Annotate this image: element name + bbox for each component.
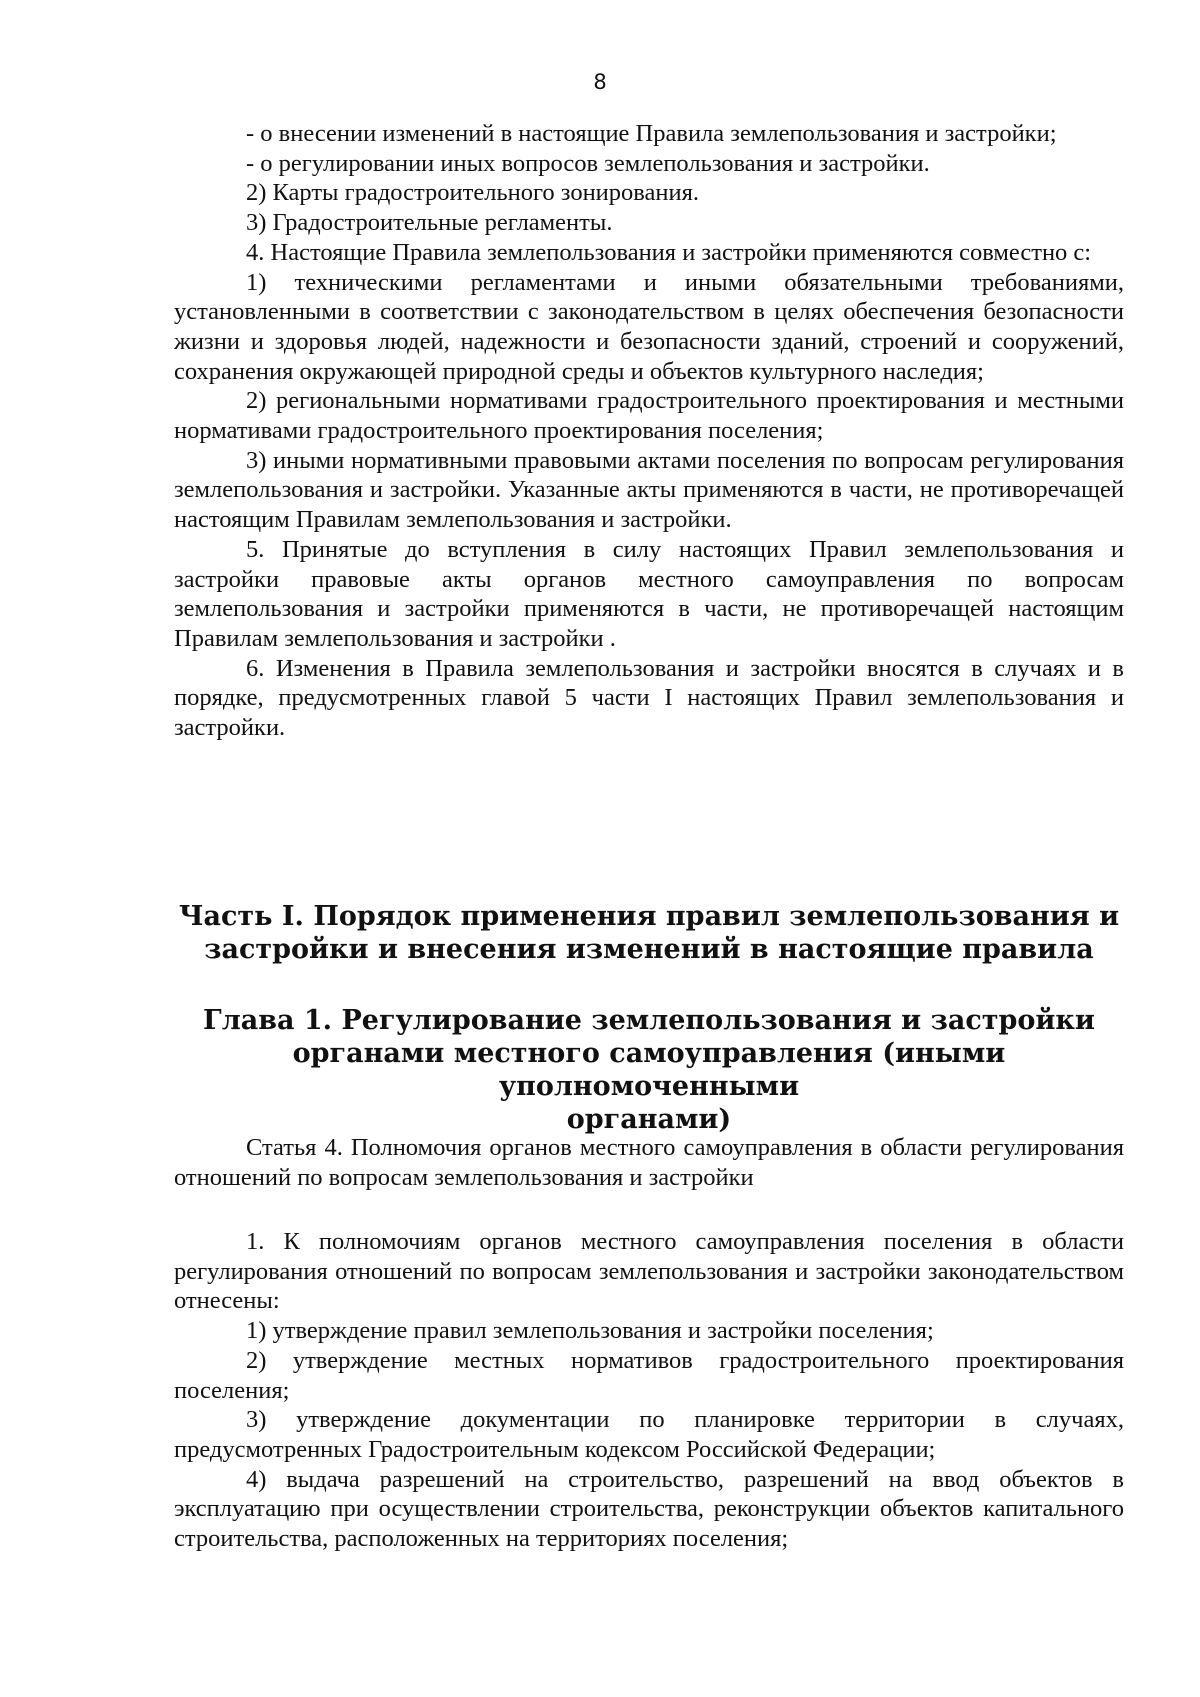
part-heading [174, 900, 1124, 966]
top-text-block [174, 119, 1124, 743]
paragraph: 5. Принятые до вступления в силу настоящих Правил землепользования и застройки правовые акты органов местного самоуправления по вопросам землепользования и застройки применяются в части, не противоречащей настоящим Правилам землепользования и застройки . [174, 535, 1124, 652]
list-item: 2) утверждение местных нормативов градостроительного проектирования поселения; [174, 1346, 1124, 1404]
part-heading-line: застройки и внесения изменений в настоящие правила [204, 934, 1094, 965]
chapter-heading-line: органами местного самоуправления (иными уполномоченными [292, 1038, 1006, 1102]
list-item: 3) Градостроительные регламенты. [246, 209, 613, 237]
chapter-heading-line: органами) [566, 1104, 732, 1135]
list-item: 1) утверждение правил землепользования и застройки поселения; [246, 1317, 934, 1345]
paragraph: 4. Настоящие Правила землепользования и застройки применяются совместно с: [246, 238, 1092, 266]
list-item: 1) техническими регламентами и иными обязательными требованиями, установленными в соответствии с законодательством в целях обеспечения безопасности жизни и здоровья людей, надежности и безопасности зданий, строений и сооружений, сохранения окружающей природной среды и объектов культурного наследия; [174, 268, 1124, 385]
chapter-heading-line: Глава 1. Регулирование землепользования и застройки [203, 1005, 1095, 1036]
list-item: - о регулировании иных вопросов землепользования и застройки. [246, 149, 930, 177]
bottom-text-block [174, 1227, 1124, 1554]
part-heading-line: Часть I. Порядок применения правил землепользования и [178, 901, 1120, 932]
paragraph: 1. К полномочиям органов местного самоуправления поселения в области регулирования отношений по вопросам землепользования и застройки законодательством отнесены: [174, 1228, 1124, 1315]
page-number: 8 [593, 70, 607, 94]
list-item: 3) иными нормативными правовыми актами поселения по вопросам регулирования землепользования и застройки. Указанные акты применяются в части, не противоречащей настоящим Правилам землепользования и застройки. [174, 446, 1124, 534]
list-item: 4) выдача разрешений на строительство, разрешений на ввод объектов в эксплуатацию при осуществлении строительства, реконструкции объектов капитального строительства, расположенных на территориях поселения; [174, 1465, 1124, 1553]
chapter-heading [174, 1004, 1124, 1136]
list-item: 2) Карты градостроительного зонирования. [246, 179, 700, 207]
list-item: 3) утверждение документации по планировке территории в случаях, предусмотренных Градостроительным кодексом Российской Федерации; [174, 1406, 1124, 1463]
list-item: - о внесении изменений в настоящие Правила землепользования и застройки; [246, 120, 1057, 147]
list-item: 2) региональными нормативами градостроительного проектирования и местными нормативами градостроительного проектирования поселения; [174, 387, 1124, 445]
paragraph: 6. Изменения в Правила землепользования и застройки вносятся в случаях и в порядке, предусмотренных главой 5 части I настоящих Правил землепользования и застройки. [174, 654, 1124, 742]
article-heading: Статья 4. Полномочия органов местного самоуправления в области регулирования отношений по вопросам землепользования и застройки [174, 1134, 1124, 1191]
